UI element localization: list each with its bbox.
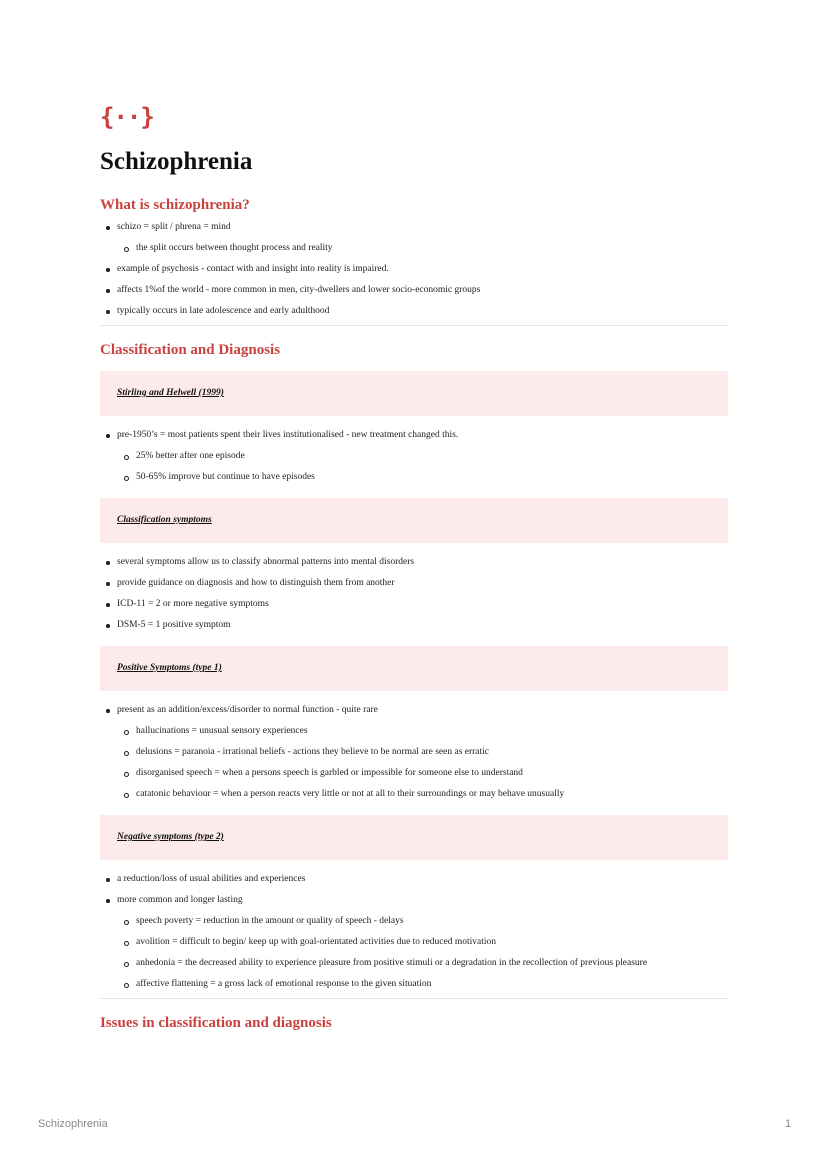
- callout-label: Stirling and Helwell (1999): [117, 388, 224, 398]
- stirling-list: [100, 425, 728, 488]
- section-heading-issues: Issues in classification and diagnosis: [100, 1015, 332, 1031]
- callout-positive-symptoms: [100, 646, 728, 691]
- list-item: disorganised speech = when a persons speech is garbled or impossible for someone else to understand: [100, 763, 728, 784]
- section-heading-what-is: What is schizophrenia?: [100, 197, 250, 213]
- footer-page-number: 1: [785, 1118, 792, 1130]
- callout-label: Classification symptoms: [117, 515, 212, 525]
- list-item: pre-1950’s = most patients spent their lives institutionalised - new treatment changed this.: [100, 425, 728, 446]
- list-item: several symptoms allow us to classify abnormal patterns into mental disorders: [100, 552, 728, 573]
- callout-negative-symptoms: [100, 815, 728, 860]
- divider: [100, 998, 728, 999]
- list-item: more common and longer lasting: [100, 890, 728, 911]
- list-item: present as an addition/excess/disorder to normal function - quite rare: [100, 700, 728, 721]
- list-item: affective flattening = a gross lack of emotional response to the given situation: [100, 974, 728, 995]
- list-item: typically occurs in late adolescence and early adulthood: [100, 301, 728, 322]
- list-item: provide guidance on diagnosis and how to distinguish them from another: [100, 573, 728, 594]
- list-item: example of psychosis - contact with and insight into reality is impaired.: [100, 259, 728, 280]
- list-item: anhedonia = the decreased ability to experience pleasure from positive stimuli or a degradation in the recollection of previous pleasure: [100, 953, 728, 974]
- list-item: schizo = split / phrena = mind: [100, 217, 728, 238]
- code-brackets-icon: {··}: [100, 103, 154, 131]
- divider: [100, 325, 728, 326]
- classification-list: [100, 552, 728, 636]
- list-item: avolition = difficult to begin/ keep up with goal-orientated activities due to reduced motivation: [100, 932, 728, 953]
- list-item: the split occurs between thought process and reality: [100, 238, 728, 259]
- list-item: delusions = paranoia - irrational beliefs - actions they believe to be normal are seen as erratic: [100, 742, 728, 763]
- what-is-list: [100, 217, 728, 322]
- list-item: affects 1%of the world - more common in men, city-dwellers and lower socio-economic groups: [100, 280, 728, 301]
- callout-label: Positive Symptoms (type 1): [117, 663, 222, 673]
- page-title: Schizophrenia: [100, 148, 253, 175]
- callout-classification-symptoms: [100, 498, 728, 543]
- list-item: ICD-11 = 2 or more negative symptoms: [100, 594, 728, 615]
- list-item: catatonic behaviour = when a person reacts very little or not at all to their surroundings or may behave unusually: [100, 784, 728, 805]
- callout-label: Negative symptoms (type 2): [117, 832, 224, 842]
- list-item: 25% better after one episode: [100, 446, 728, 467]
- list-item: hallucinations = unusual sensory experiences: [100, 721, 728, 742]
- positive-symptoms-list: [100, 700, 728, 805]
- callout-stirling-helwell: [100, 371, 728, 416]
- list-item: a reduction/loss of usual abilities and experiences: [100, 869, 728, 890]
- list-item: 50-65% improve but continue to have episodes: [100, 467, 728, 488]
- list-item: speech poverty = reduction in the amount or quality of speech - delays: [100, 911, 728, 932]
- negative-symptoms-list: [100, 869, 728, 995]
- section-heading-classification: Classification and Diagnosis: [100, 342, 281, 358]
- footer-title: Schizophrenia: [38, 1118, 108, 1130]
- list-item: DSM-5 = 1 positive symptom: [100, 615, 728, 636]
